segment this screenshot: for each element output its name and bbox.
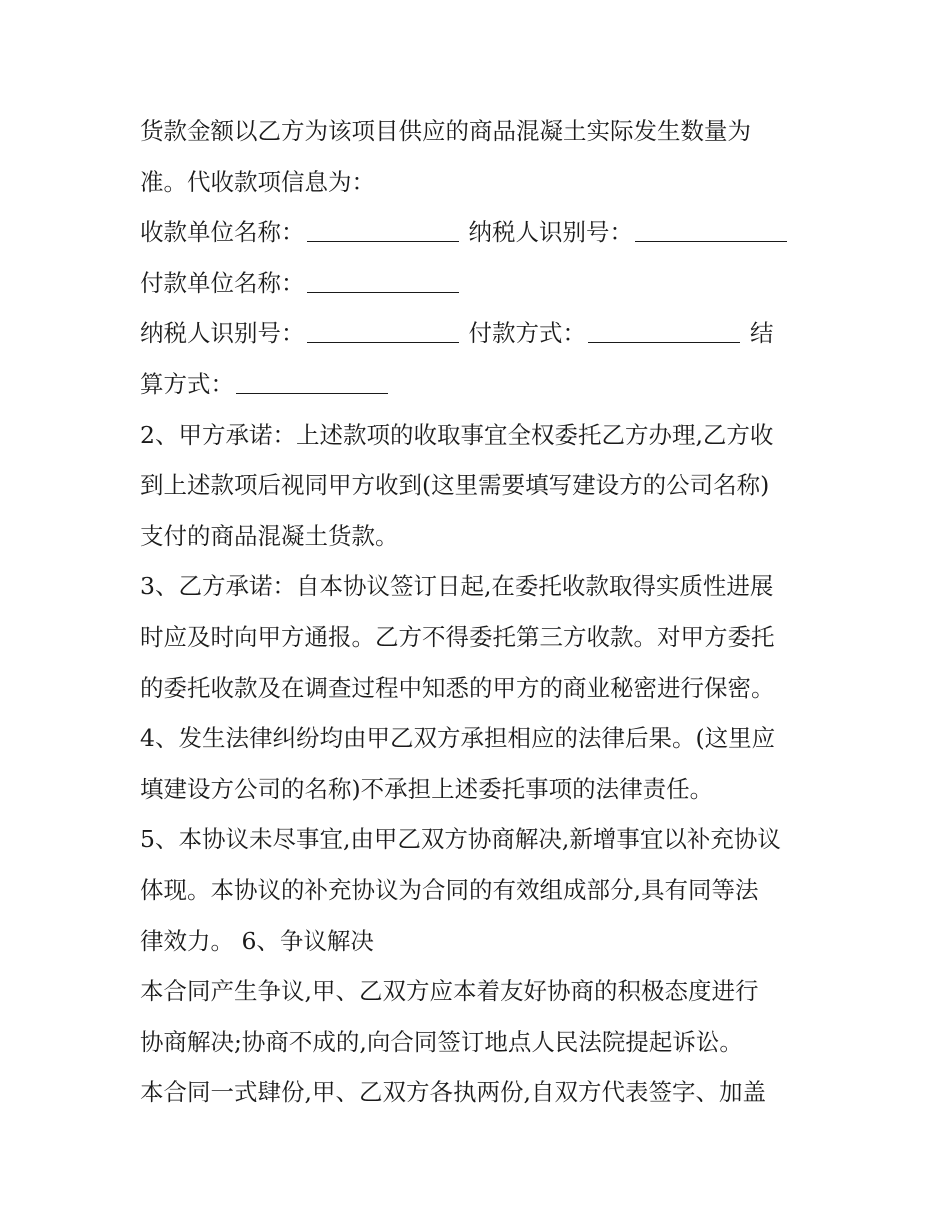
clause-line: 律效力。 6、争议解决 xyxy=(140,926,374,955)
text-line: 货款金额以乙方为该项目供应的商品混凝土实际发生数量为 xyxy=(140,117,751,145)
payer-taxid-label: 纳税人识别号： xyxy=(140,319,305,348)
text-line: 准。代收款项信息为： xyxy=(140,167,375,196)
clause-line: 本合同产生争议,甲、乙双方应本着友好协商的积极态度进行 xyxy=(140,977,759,1006)
settlement-blank[interactable] xyxy=(236,392,388,394)
settlement-prefix: 结 xyxy=(750,319,774,348)
clause-line: 5、本协议未尽事宜,由甲乙双方协商解决,新增事宜以补充协议 xyxy=(140,825,781,854)
settlement-label: 算方式： xyxy=(140,369,234,398)
clause-line: 2、甲方承诺：上述款项的收取事宜全权委托乙方办理,乙方收 xyxy=(140,420,774,449)
payee-taxid-label: 纳税人识别号： xyxy=(468,218,633,247)
payer-name-blank[interactable] xyxy=(307,291,459,293)
clause-line: 体现。本协议的补充协议为合同的有效组成部分,具有同等法 xyxy=(140,875,759,904)
payer-name-line xyxy=(140,258,830,309)
payee-name-blank[interactable] xyxy=(307,240,459,242)
payee-info-line xyxy=(140,207,830,258)
payer-taxid-line xyxy=(140,308,830,359)
clause-line: 3、乙方承诺：自本协议签订日起,在委托收款取得实质性进展 xyxy=(140,572,774,601)
clause-line: 填建设方公司的名称)不承担上述委托事项的法律责任。 xyxy=(140,774,714,803)
clause-line: 协商解决;协商不成的,向合同签订地点人民法院提起诉讼。 xyxy=(140,1027,743,1056)
payment-method-label: 付款方式： xyxy=(468,319,586,348)
payee-name-label: 收款单位名称： xyxy=(140,218,305,247)
payment-method-blank[interactable] xyxy=(588,341,740,343)
clause-line: 本合同一式肆份,甲、乙双方各执两份,自双方代表签字、加盖 xyxy=(140,1078,766,1107)
clause-line: 4、发生法律纠纷均由甲乙双方承担相应的法律后果。(这里应 xyxy=(140,724,776,753)
payee-taxid-blank[interactable] xyxy=(635,240,787,242)
clause-line: 时应及时向甲方通报。乙方不得委托第三方收款。对甲方委托 xyxy=(140,622,775,651)
clause-line: 到上述款项后视同甲方收到(这里需要填写建设方的公司名称) xyxy=(140,471,770,500)
clause-line: 支付的商品混凝土货款。 xyxy=(140,521,399,550)
payer-taxid-blank[interactable] xyxy=(307,341,459,343)
settlement-line xyxy=(140,359,830,410)
payer-name-label: 付款单位名称： xyxy=(140,268,305,297)
contract-body xyxy=(140,106,830,1118)
clause-line: 的委托收款及在调查过程中知悉的甲方的商业秘密进行保密。 xyxy=(140,673,775,702)
